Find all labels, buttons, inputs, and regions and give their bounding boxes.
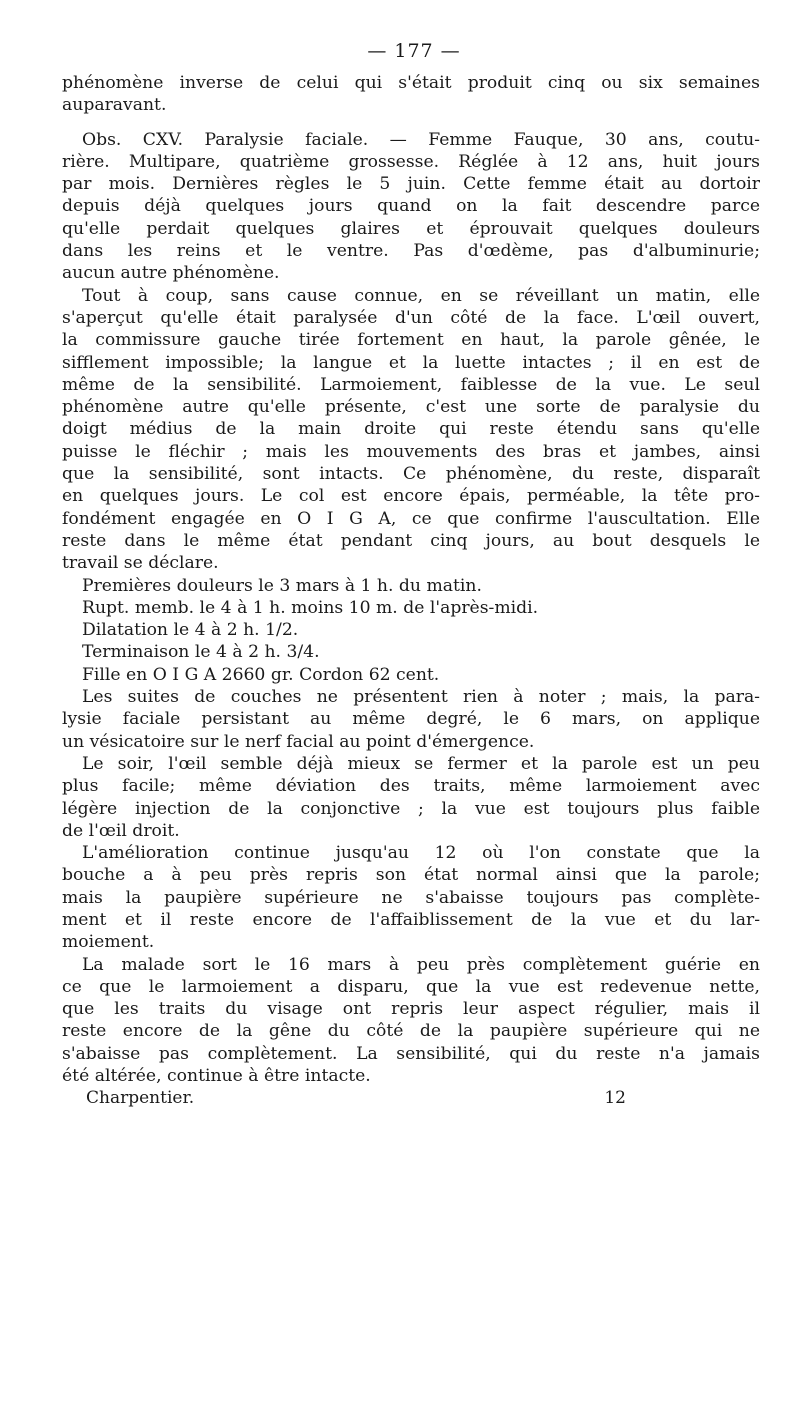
text-line: reste encore de la gêne du côté de la paupière supérieure qui ne: [62, 1021, 760, 1042]
paragraph: [62, 686, 760, 753]
text-line: été altérée, continue à être intacte.: [62, 1066, 371, 1087]
text-line: que la sensibilité, sont intacts. Ce phénomène, du reste, disparaît: [62, 464, 760, 485]
text-line: Terminaison le 4 à 2 h. 3/4.: [82, 642, 320, 663]
text-line: légère injection de la conjonctive ; la vue est toujours plus faible: [62, 798, 760, 819]
text-line: Tout à coup, sans cause connue, en se réveillant un matin, elle: [82, 285, 760, 306]
text-line: La malade sort le 16 mars à peu près complètement guérie en: [82, 954, 760, 975]
text-line: fondément engagée en O I G A, ce que confirme l'auscultation. Elle: [62, 508, 760, 529]
paragraph: [62, 954, 760, 1088]
text-line: phénomène autre qu'elle présente, c'est une sorte de paralysie du: [62, 397, 760, 418]
page-number: — 177 —: [367, 40, 461, 62]
text-line: ment et il reste encore de l'affaiblissement de la vue et du lar-: [62, 909, 760, 930]
text-line: sifflement impossible; la langue et la luette intactes ; il en est de: [62, 352, 760, 373]
text-line: Les suites de couches ne présentent rien à noter ; mais, la para-: [82, 687, 760, 708]
text-line: par mois. Dernières règles le 5 juin. Cette femme était au dortoir: [62, 174, 760, 195]
text-line: aucun autre phénomène.: [62, 263, 280, 284]
text-line: mais la paupière supérieure ne s'abaisse toujours pas complète-: [62, 887, 760, 908]
text-line: doigt médius de la main droite qui reste étendu sans qu'elle: [62, 419, 760, 440]
text-line: plus facile; même déviation des traits, même larmoiement avec: [62, 776, 760, 797]
text-line: Premières douleurs le 3 mars à 1 h. du matin.: [82, 575, 482, 596]
text-line: qu'elle perdait quelques glaires et éprouvait quelques douleurs: [62, 218, 760, 239]
text-line: bouche a à peu près repris son état normal ainsi que la parole;: [62, 865, 760, 886]
text-line: un vésicatoire sur le nerf facial au point d'émergence.: [62, 731, 535, 752]
text-line: Fille en O I G A 2660 gr. Cordon 62 cent.: [82, 664, 440, 685]
page-footer: [62, 1087, 626, 1109]
text-line: lysie faciale persistant au même degré, le 6 mars, on applique: [62, 709, 760, 730]
text-line: de l'œil droit.: [62, 820, 180, 841]
text-line: reste dans le même état pendant cinq jours, au bout desquels le: [62, 530, 760, 551]
footer-signature: 12: [604, 1088, 626, 1109]
text-line: que les traits du visage ont repris leur aspect régulier, mais il: [62, 999, 760, 1020]
text-line: rière. Multipare, quatrième grossesse. Réglée à 12 ans, huit jours: [62, 151, 760, 172]
text-line: depuis déjà quelques jours quand on la fait descendre parce: [62, 196, 760, 217]
text-line: moiement.: [62, 932, 155, 953]
text-line: en quelques jours. Le col est encore épais, perméable, la tête pro-: [62, 486, 760, 507]
page: [62, 40, 760, 1110]
text-line: Rupt. memb. le 4 à 1 h. moins 10 m. de l'après-midi.: [82, 597, 539, 618]
footer-author: Charpentier.: [86, 1088, 195, 1109]
text-line: puisse le fléchir ; mais les mouvements des bras et jambes, ainsi: [62, 441, 760, 462]
text-line: phénomène inverse de celui qui s'était produit cinq ou six semaines: [62, 73, 760, 93]
text-line: Le soir, l'œil semble déjà mieux se fermer et la parole est un peu: [82, 753, 760, 774]
text-line: même de la sensibilité. Larmoiement, faiblesse de la vue. Le seul: [62, 374, 760, 395]
paragraph: [62, 842, 760, 953]
text-line: Dilatation le 4 à 2 h. 1/2.: [82, 620, 299, 641]
text-line: L'amélioration continue jusqu'au 12 où l'on constate que la: [82, 843, 760, 864]
text-line: s'abaisse pas complètement. La sensibilité, qui du reste n'a jamais: [62, 1043, 760, 1064]
text-line: ce que le larmoiement a disparu, que la vue est redevenue nette,: [62, 976, 760, 997]
paragraph-labour-timeline: [62, 575, 760, 686]
paragraph: [62, 285, 760, 575]
text-line: la commissure gauche tirée fortement en haut, la parole gênée, le: [62, 330, 760, 351]
paragraph: [62, 753, 760, 842]
text-line: s'aperçut qu'elle était paralysée d'un côté de la face. L'œil ouvert,: [62, 307, 760, 328]
body-text: [62, 72, 760, 1110]
text-line: travail se déclare.: [62, 553, 219, 574]
text-line: Obs. CXV. Paralysie faciale. — Femme Fauque, 30 ans, coutu-: [82, 129, 760, 150]
paragraph-observation: [62, 129, 760, 285]
paragraph: [62, 72, 760, 117]
text-line: auparavant.: [62, 95, 167, 116]
text-line: dans les reins et le ventre. Pas d'œdème, pas d'albuminurie;: [62, 241, 760, 262]
